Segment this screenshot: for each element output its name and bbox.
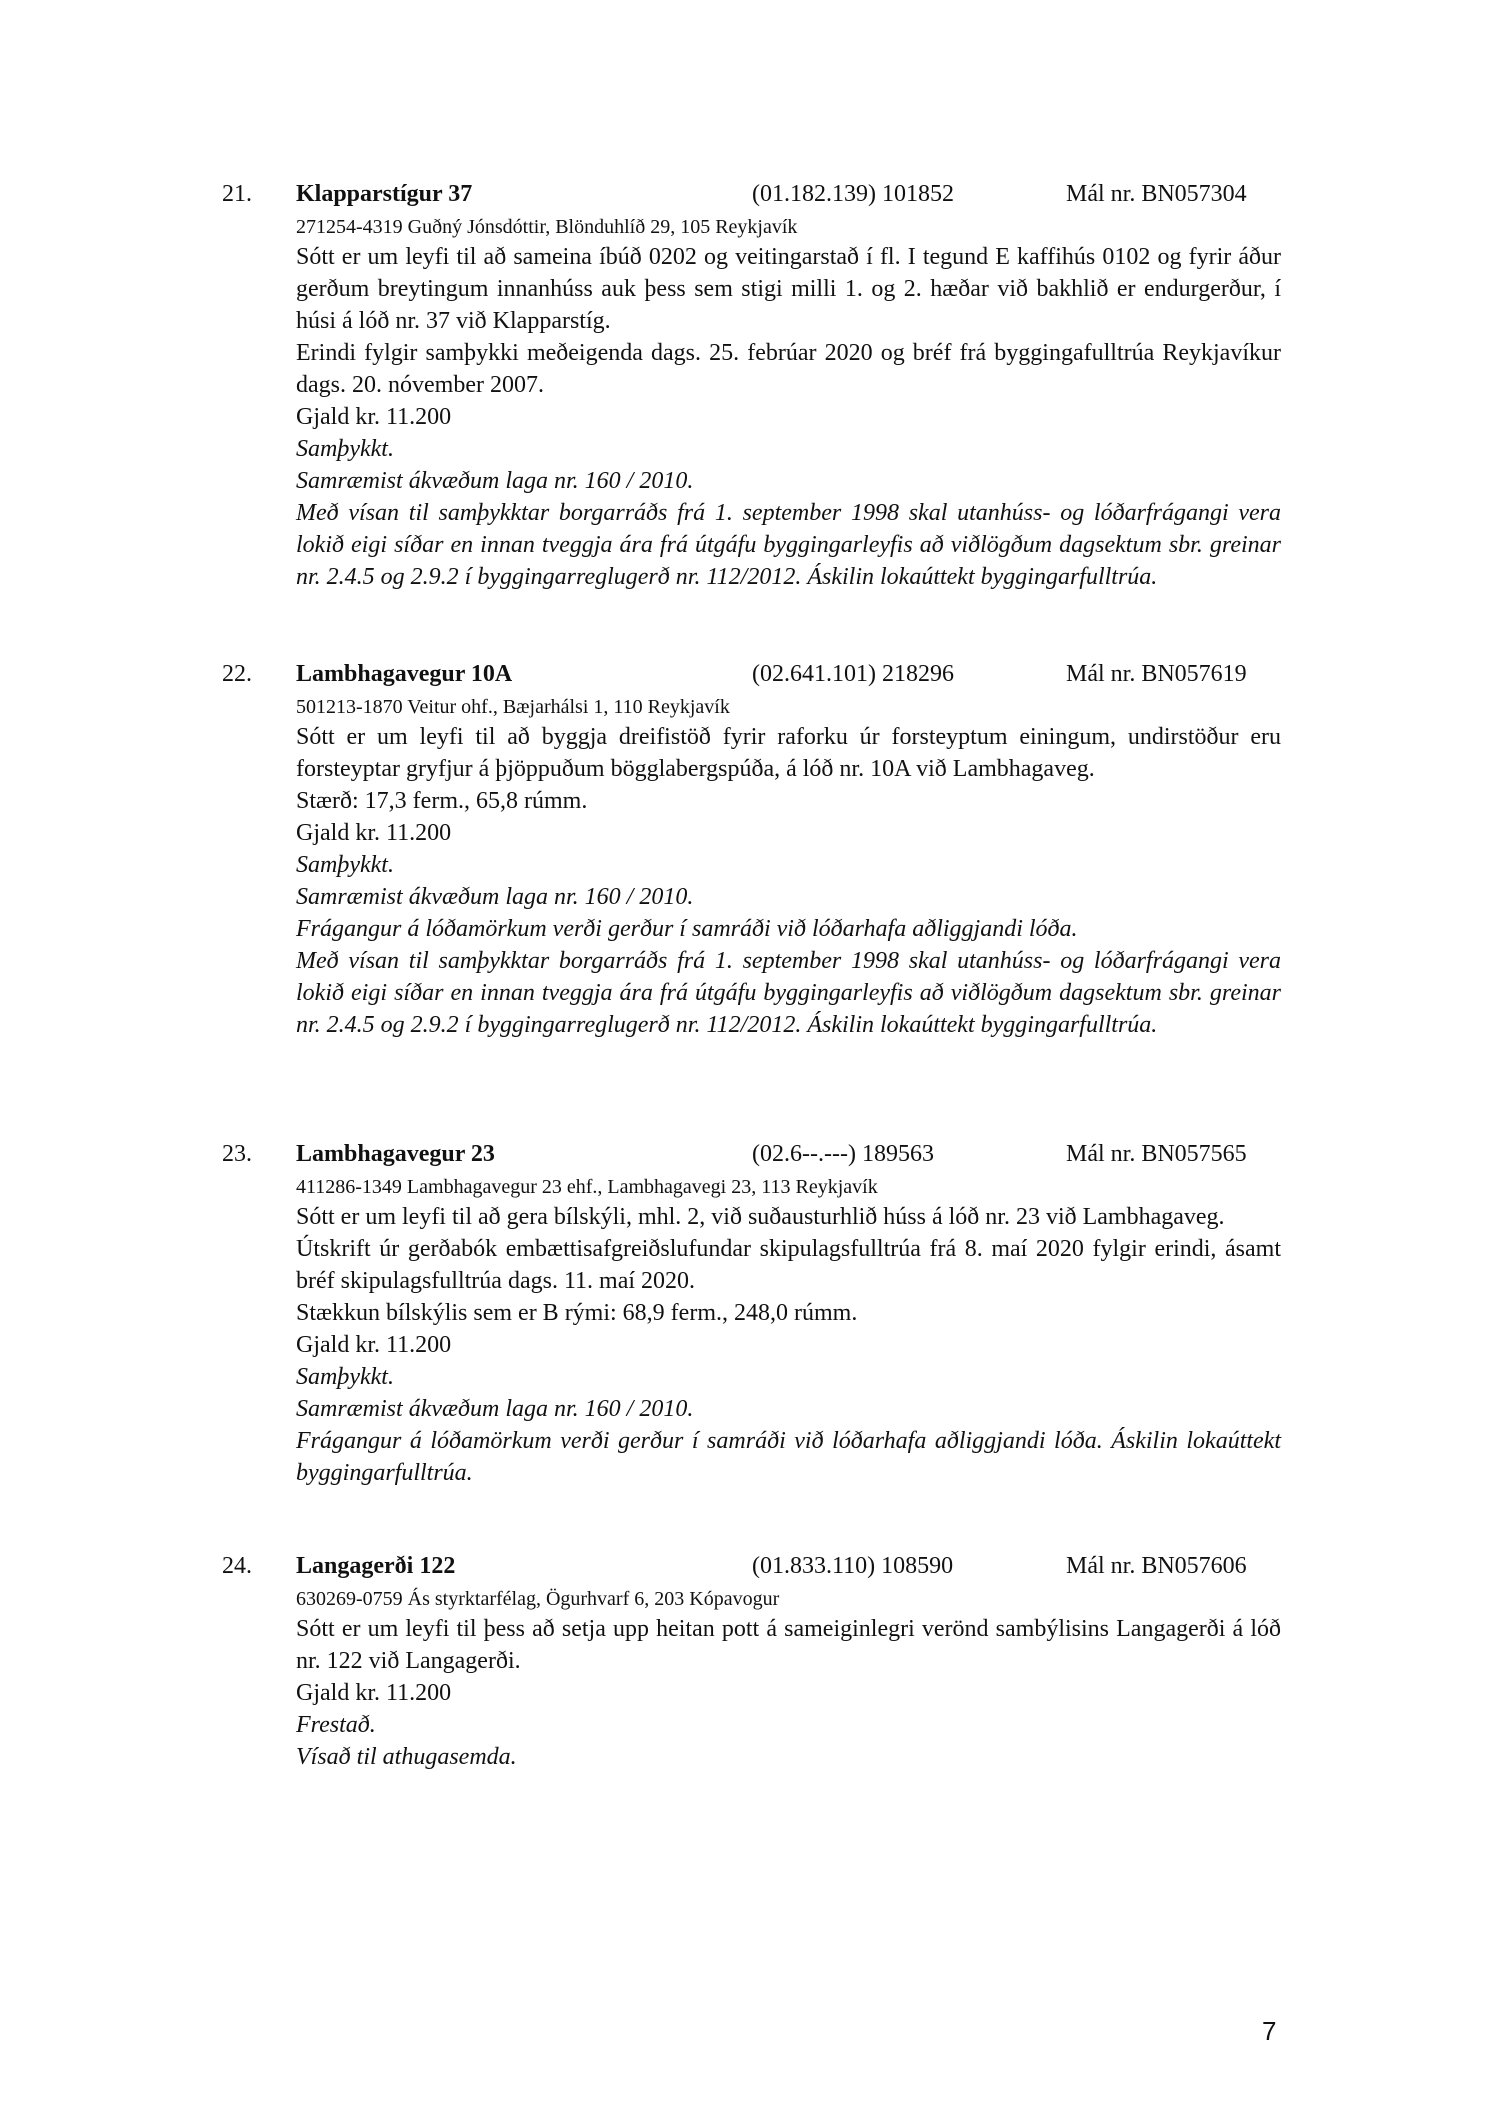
entry-applicant: 271254-4319 Guðný Jónsdóttir, Blönduhlíð 29, 105 Reykjavík: [296, 216, 798, 238]
case-entry-21: [222, 181, 1282, 593]
entry-fee: Gjald kr. 11.200: [296, 1680, 452, 1706]
entry-note: Með vísan til samþykktar borgarráðs frá 1. september 1998 skal utanhúss- og lóðarfrágangi vera lokið eigi síðar en innan tveggja ára frá útgáfu byggingarleyfis að viðlögðum dagsektum sbr. greinar nr. 2.4.5 og 2.9.2 í byggingarreglugerð nr. 112/2012. Áskilin lokaúttekt byggingarfulltrúa.: [296, 948, 1281, 1038]
entry-reference: (02.641.101) 218296: [752, 661, 954, 687]
entry-text: Sótt er um leyfi til að sameina íbúð 0202 og veitingarstað í fl. I tegund E kaffihús 0102 og fyrir áður gerðum breytingum innanhúss auk þess sem stigi milli 1. og 2. hæðar við bakhlið er endurgerður, í húsi á lóð nr. 37 við Klapparstíg.: [296, 244, 1281, 334]
entry-title: Lambhagavegur 10A: [296, 661, 513, 687]
entry-title: Lambhagavegur 23: [296, 1141, 495, 1167]
entry-note: Vísað til athugasemda.: [296, 1744, 517, 1770]
entry-text: Erindi fylgir samþykki meðeigenda dags. 25. febrúar 2020 og bréf frá byggingafulltrúa Reykjavíkur dags. 20. nóvember 2007.: [296, 340, 1281, 398]
entry-case-number: Mál nr. BN057304: [1066, 181, 1247, 207]
entry-applicant: 630269-0759 Ás styrktarfélag, Ögurhvarf 6, 203 Kópavogur: [296, 1588, 780, 1610]
entry-fee: Gjald kr. 11.200: [296, 404, 452, 430]
entry-header: [222, 1553, 1282, 1587]
case-entry-23: [222, 1141, 1282, 1489]
entry-reference: (02.6--.---) 189563: [752, 1141, 934, 1167]
entry-number: 22.: [222, 661, 252, 687]
entry-text: Sótt er um leyfi til þess að setja upp heitan pott á sameiginlegri verönd sambýlisins Langagerði á lóð nr. 122 við Langagerði.: [296, 1616, 1281, 1674]
entry-header: [222, 181, 1282, 215]
entry-decision: Samþykkt.: [296, 436, 394, 462]
entry-note: Frágangur á lóðamörkum verði gerður í samráði við lóðarhafa aðliggjandi lóða. Áskilin lokaúttekt byggingarfulltrúa.: [296, 1428, 1281, 1486]
entry-case-number: Mál nr. BN057565: [1066, 1141, 1247, 1167]
entry-number: 23.: [222, 1141, 252, 1167]
entry-size: Stærð: 17,3 ferm., 65,8 rúmm.: [296, 788, 588, 814]
entry-decision: Samþykkt.: [296, 1364, 394, 1390]
entry-number: 24.: [222, 1553, 252, 1579]
entry-case-number: Mál nr. BN057619: [1066, 661, 1247, 687]
entry-case-number: Mál nr. BN057606: [1066, 1553, 1247, 1579]
entry-applicant: 501213-1870 Veitur ohf., Bæjarhálsi 1, 110 Reykjavík: [296, 696, 730, 718]
entry-reference: (01.182.139) 101852: [752, 181, 954, 207]
case-entry-24: [222, 1553, 1282, 1773]
entry-size: Stækkun bílskýlis sem er B rými: 68,9 ferm., 248,0 rúmm.: [296, 1300, 858, 1326]
entry-decision: Frestað.: [296, 1712, 376, 1738]
entry-title: Klapparstígur 37: [296, 181, 473, 207]
entry-note: Frágangur á lóðamörkum verði gerður í samráði við lóðarhafa aðliggjandi lóða.: [296, 916, 1078, 942]
entry-fee: Gjald kr. 11.200: [296, 1332, 452, 1358]
entry-note: Með vísan til samþykktar borgarráðs frá 1. september 1998 skal utanhúss- og lóðarfrágangi vera lokið eigi síðar en innan tveggja ára frá útgáfu byggingarleyfis að viðlögðum dagsektum sbr. greinar nr. 2.4.5 og 2.9.2 í byggingarreglugerð nr. 112/2012. Áskilin lokaúttekt byggingarfulltrúa.: [296, 500, 1281, 590]
entry-fee: Gjald kr. 11.200: [296, 820, 452, 846]
entry-text: Sótt er um leyfi til að byggja dreifistöð fyrir raforku úr forsteyptum einingum, undirstöður eru forsteyptar gryfjur á þjöppuðum bögglabergspúða, á lóð nr. 10A við Lambhagaveg.: [296, 724, 1281, 782]
entry-note: Samræmist ákvæðum laga nr. 160 / 2010.: [296, 1396, 694, 1422]
entry-header: [222, 661, 1282, 695]
entry-reference: (01.833.110) 108590: [752, 1553, 954, 1579]
entry-decision: Samþykkt.: [296, 852, 394, 878]
entry-title: Langagerði 122: [296, 1553, 456, 1579]
case-entry-22: [222, 661, 1282, 1041]
entry-applicant: 411286-1349 Lambhagavegur 23 ehf., Lambhagavegi 23, 113 Reykjavík: [296, 1176, 878, 1198]
page-number: 7: [1262, 2016, 1277, 2046]
entry-text: Sótt er um leyfi til að gera bílskýli, mhl. 2, við suðausturhlið húss á lóð nr. 23 við Lambhagaveg.: [296, 1204, 1225, 1230]
entry-note: Samræmist ákvæðum laga nr. 160 / 2010.: [296, 884, 694, 910]
entry-number: 21.: [222, 181, 252, 207]
entry-text: Útskrift úr gerðabók embættisafgreiðslufundar skipulagsfulltrúa frá 8. maí 2020 fylgir erindi, ásamt bréf skipulagsfulltrúa dags. 11. maí 2020.: [296, 1236, 1281, 1294]
entry-note: Samræmist ákvæðum laga nr. 160 / 2010.: [296, 468, 694, 494]
entry-header: [222, 1141, 1282, 1175]
